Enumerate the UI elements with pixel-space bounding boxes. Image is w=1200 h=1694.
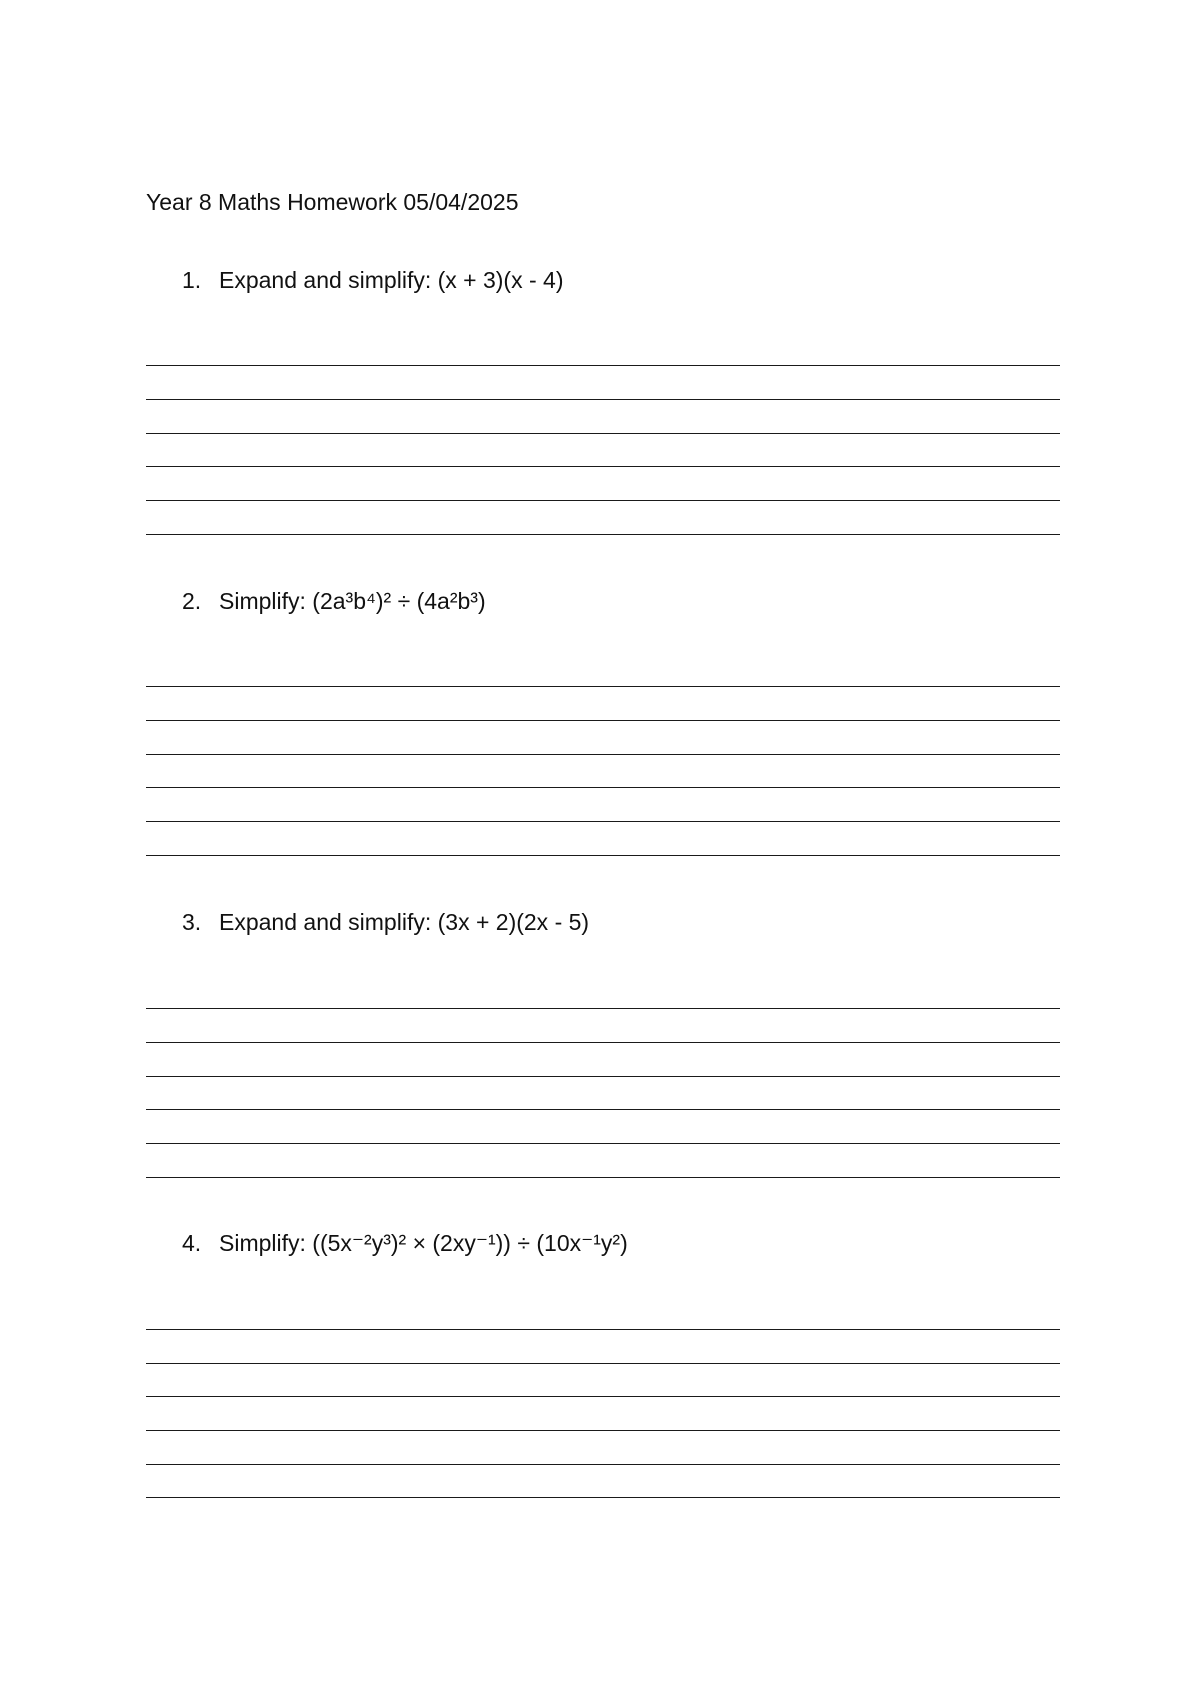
answer-line[interactable] [146, 821, 1060, 822]
answer-line[interactable] [146, 1497, 1060, 1498]
answer-line[interactable] [146, 500, 1060, 501]
page-title: Year 8 Maths Homework 05/04/2025 [146, 189, 519, 215]
question-text: Expand and simplify: (3x + 2)(2x - 5) [219, 909, 590, 935]
answer-line[interactable] [146, 754, 1060, 755]
answer-line[interactable] [146, 466, 1060, 467]
question-number: 2. [182, 588, 202, 614]
question-text: Simplify: (2a³b⁴)² ÷ (4a²b³) [219, 588, 486, 614]
answer-line[interactable] [146, 1464, 1060, 1465]
answer-line[interactable] [146, 787, 1060, 788]
answer-line[interactable] [146, 1109, 1060, 1110]
answer-line[interactable] [146, 365, 1060, 366]
answer-line[interactable] [146, 1363, 1060, 1364]
answer-line[interactable] [146, 1396, 1060, 1397]
answer-line[interactable] [146, 720, 1060, 721]
answer-line[interactable] [146, 1143, 1060, 1144]
answer-line[interactable] [146, 1042, 1060, 1043]
answer-line[interactable] [146, 1008, 1060, 1009]
answer-line[interactable] [146, 1177, 1060, 1178]
question-text: Expand and simplify: (x + 3)(x - 4) [219, 267, 564, 293]
question-number: 3. [182, 909, 202, 935]
answer-line[interactable] [146, 686, 1060, 687]
answer-line[interactable] [146, 399, 1060, 400]
question-number: 1. [182, 267, 202, 293]
answer-line[interactable] [146, 534, 1060, 535]
question-number: 4. [182, 1230, 202, 1256]
question-text: Simplify: ((5x⁻²y³)² × (2xy⁻¹)) ÷ (10x⁻¹y²) [219, 1230, 628, 1256]
answer-line[interactable] [146, 1076, 1060, 1077]
answer-line[interactable] [146, 855, 1060, 856]
answer-line[interactable] [146, 1329, 1060, 1330]
answer-line[interactable] [146, 1430, 1060, 1431]
answer-line[interactable] [146, 433, 1060, 434]
